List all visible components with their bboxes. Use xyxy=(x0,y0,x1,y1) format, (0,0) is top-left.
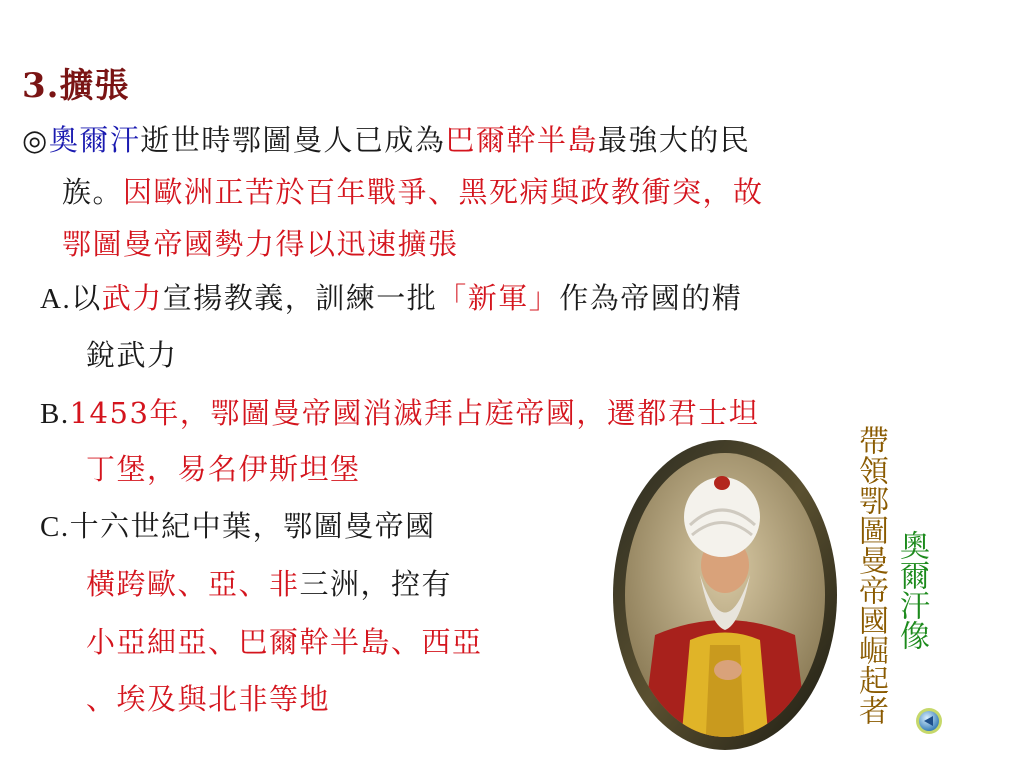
text-run: 最強大的民 xyxy=(597,123,751,157)
item-a-line-1-text xyxy=(71,281,742,315)
text-run: 小亞細亞、巴爾幹半島、西亞 xyxy=(86,625,483,659)
text-run: 巴爾幹半島 xyxy=(445,123,598,157)
text-run: 族。 xyxy=(62,175,124,209)
item-b-label: B. xyxy=(40,398,70,430)
intro-line-1 xyxy=(22,118,750,159)
item-b-line-1 xyxy=(40,391,759,432)
intro-line-3 xyxy=(62,222,459,263)
text-run: 1453年，鄂圖曼帝國消滅拜占庭帝國，遷都君士坦 xyxy=(69,396,760,430)
intro-line-1-text xyxy=(49,123,751,157)
portrait-image xyxy=(610,435,840,755)
text-run: 三洲，控有 xyxy=(299,567,453,601)
item-c-line-2 xyxy=(86,562,452,603)
text-run: 橫跨歐、亞、非 xyxy=(86,567,300,601)
portrait-caption-vertical: 帶領鄂圖曼帝國崛起者 xyxy=(853,425,888,725)
text-run: 十六世紀中葉，鄂圖曼帝國 xyxy=(69,509,436,543)
text-run: 因歐洲正苦於百年戰爭、黑死病與政教衝突，故 xyxy=(123,175,764,209)
text-run: 奧爾汗 xyxy=(48,123,141,157)
text-run: 宣揚教義，訓練一批 xyxy=(162,281,438,315)
text-run: 「新軍」 xyxy=(437,281,560,315)
text-run: 武力 xyxy=(101,281,163,315)
bullet-marker: ◎ xyxy=(22,123,49,157)
text-run: 逝世時鄂圖曼人已成為 xyxy=(140,123,446,157)
item-c-line-1-text xyxy=(70,509,436,543)
item-b-line-1-text xyxy=(70,396,760,430)
text-run: 丁堡，易名伊斯坦堡 xyxy=(86,452,361,486)
text-run: 作為帝國的精 xyxy=(559,281,743,315)
item-a-line-1 xyxy=(40,276,742,317)
text-run: 以 xyxy=(71,281,102,315)
item-c-line-4 xyxy=(86,677,330,718)
item-c-line-1 xyxy=(40,504,436,545)
item-a-line-2 xyxy=(86,333,178,374)
text-run: 銳武力 xyxy=(86,338,178,372)
item-c-label: C. xyxy=(40,511,70,543)
item-a-label: A. xyxy=(40,283,72,315)
portrait-caption-name: 奧爾汗像 xyxy=(894,530,929,650)
slide-title: 3.擴張 xyxy=(22,66,130,106)
text-run: 、埃及與北非等地 xyxy=(86,682,331,716)
item-c-line-3 xyxy=(86,620,483,661)
text-run: 鄂圖曼帝國勢力得以迅速擴張 xyxy=(62,227,459,261)
back-arrow-icon[interactable] xyxy=(914,706,944,736)
intro-line-2 xyxy=(62,170,764,211)
item-b-line-2 xyxy=(86,447,361,488)
